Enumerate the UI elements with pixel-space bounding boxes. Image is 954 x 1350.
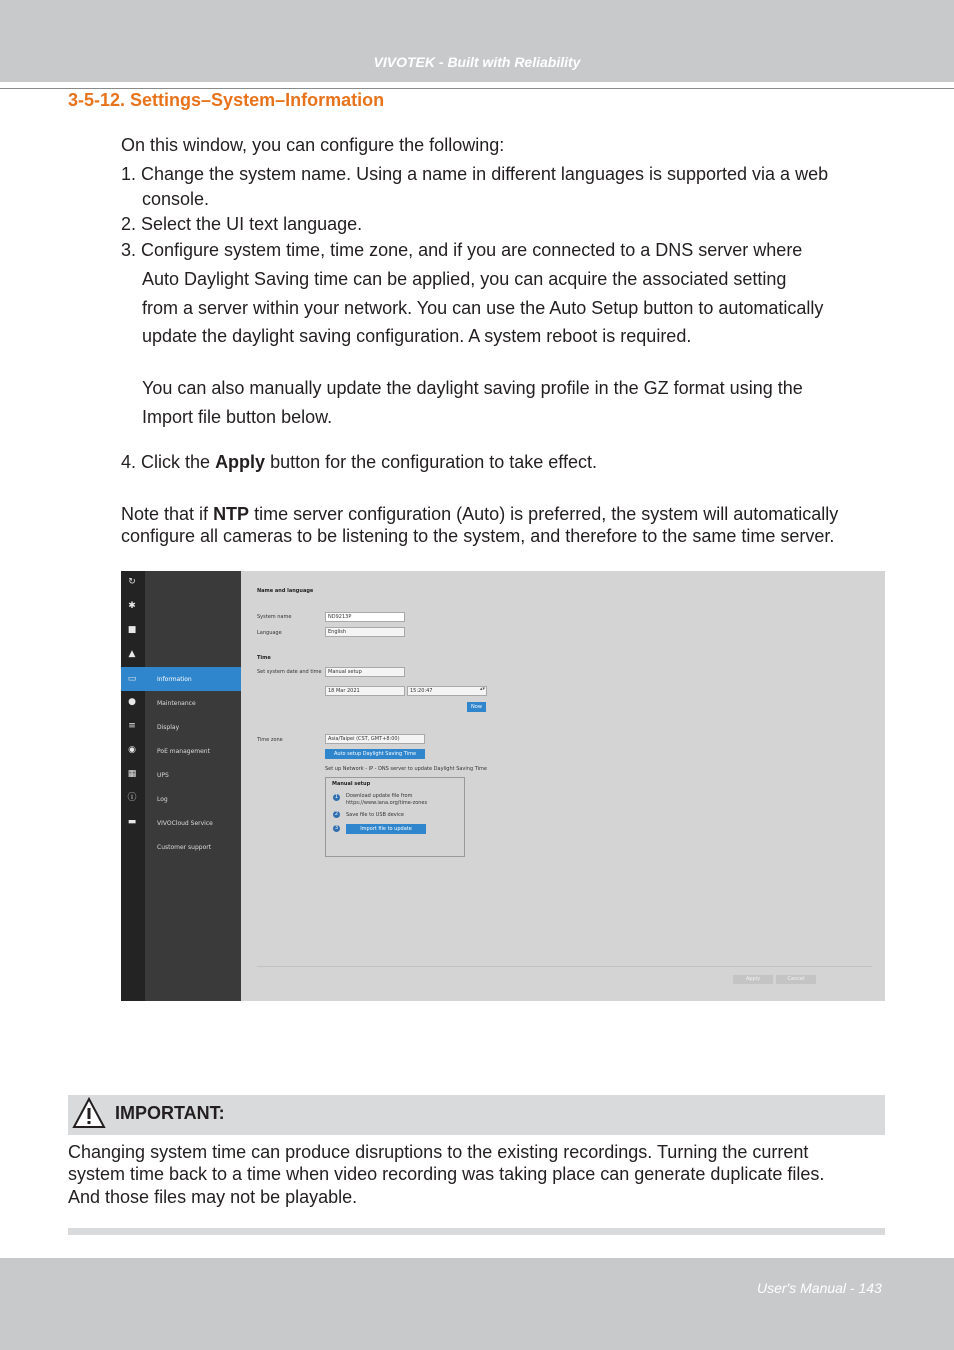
- list-item-2: 2. Select the UI text language.: [121, 214, 363, 234]
- info-icon[interactable]: ⓘ: [127, 793, 137, 803]
- apply-keyword: Apply: [215, 452, 266, 472]
- header-title: VIVOTEK - Built with Reliability: [373, 54, 581, 70]
- nav-item-log[interactable]: Log: [157, 796, 168, 803]
- user-icon[interactable]: ●: [128, 697, 136, 707]
- set-time-select[interactable]: Manual setup: [325, 667, 405, 677]
- playback-icon[interactable]: ↻: [128, 577, 136, 587]
- important-line-2: system time back to a time when video recording was taking place can generate duplicate files.: [68, 1164, 825, 1184]
- timezone-select[interactable]: Asia/Taipei (CST, GMT+8:00): [325, 734, 425, 744]
- nav-item-poe-management[interactable]: PoE management: [157, 748, 210, 755]
- gear-icon[interactable]: ✱: [128, 601, 136, 611]
- warning-icon: [72, 1097, 106, 1129]
- apply-button[interactable]: Apply: [733, 975, 773, 984]
- step-1-line-1: Download update file from: [346, 793, 413, 799]
- nav-item-ups[interactable]: UPS: [157, 772, 169, 779]
- list-item-4: [121, 451, 597, 473]
- header-divider: [0, 88, 954, 89]
- nav-item-information[interactable]: Information: [157, 676, 192, 683]
- important-line-1: Changing system time can produce disruptions to the existing recordings. Turning the current: [68, 1142, 809, 1162]
- ntp-keyword: NTP: [213, 504, 250, 524]
- step-3-badge: 3: [334, 825, 339, 831]
- cancel-button[interactable]: Cancel: [776, 975, 816, 984]
- language-select[interactable]: English: [325, 627, 405, 637]
- monitor-icon[interactable]: ▭: [127, 674, 137, 684]
- name-language-section-title: Name and language: [257, 588, 314, 594]
- date-input[interactable]: 18 Mar 2021: [325, 686, 405, 696]
- note-prefix: Note that if: [121, 504, 209, 524]
- step-2-badge: 2: [334, 811, 339, 817]
- language-label: Language: [257, 630, 282, 636]
- note-line-1-suffix: time server configuration (Auto) is preferred, the system will automatically: [254, 504, 839, 524]
- settings-screenshot: [121, 571, 885, 1001]
- set-time-label: Set system date and time: [257, 669, 322, 675]
- list-item-3-line-2: Auto Daylight Saving time can be applied, you can acquire the associated setting: [142, 269, 787, 289]
- page-number-label: User's Manual - 143: [757, 1280, 882, 1296]
- footer-divider: [257, 966, 872, 967]
- timezone-label: Time zone: [257, 737, 283, 743]
- list-item-3-line-3: from a server within your network. You can use the Auto Setup button to automatically: [142, 298, 824, 318]
- step-1-badge: 1: [334, 794, 339, 800]
- network-globe-icon[interactable]: ◉: [128, 745, 136, 755]
- manual-update-line-2: Import file button below.: [142, 407, 333, 427]
- step-1-line-2: https://www.iana.org/time-zones: [346, 800, 428, 806]
- import-file-button[interactable]: Import file to update: [346, 824, 426, 834]
- nav-item-display[interactable]: Display: [157, 724, 180, 731]
- nav-item-vivocloud-service[interactable]: VIVOCloud Service: [157, 820, 213, 827]
- footer-rule: [68, 1228, 885, 1235]
- manual-setup-title: Manual setup: [332, 781, 371, 787]
- nav-item-maintenance[interactable]: Maintenance: [157, 700, 196, 707]
- system-name-input[interactable]: ND9213P: [325, 612, 405, 622]
- storage-icon[interactable]: ≡: [128, 721, 136, 731]
- manual-update-line-1: You can also manually update the daylight saving profile in the GZ format using the: [142, 378, 803, 398]
- navigation-pane: [145, 571, 241, 1001]
- time-stepper-icon[interactable]: ▴▾: [480, 686, 486, 692]
- system-name-label: System name: [257, 614, 292, 620]
- alarm-icon[interactable]: ▲: [128, 649, 136, 659]
- note-line-2: configure all cameras to be listening to the system, and therefore to the same time server.: [121, 526, 835, 546]
- list-item-4-suffix: button for the configuration to take effect.: [270, 452, 597, 472]
- list-item-4-prefix: 4. Click the: [121, 452, 211, 472]
- list-item-1-line-2: console.: [142, 189, 210, 209]
- icon-sidebar: [121, 571, 145, 1001]
- plugin-icon[interactable]: ▬: [127, 817, 137, 827]
- intro-text: On this window, you can configure the following:: [121, 135, 505, 155]
- important-title: IMPORTANT:: [115, 1103, 225, 1123]
- list-item-3-line-1: 3. Configure system time, time zone, and if you are connected to a DNS server where: [121, 240, 803, 260]
- time-section-title: Time: [257, 655, 271, 661]
- section-heading: 3-5-12. Settings–System–Information: [68, 90, 385, 110]
- step-2-text: Save file to USB device: [346, 812, 404, 818]
- camera-icon[interactable]: ■: [127, 625, 137, 635]
- list-item-1-line-1: 1. Change the system name. Using a name in different languages is supported via a web: [121, 164, 829, 184]
- now-button[interactable]: Now: [467, 702, 486, 712]
- nav-item-customer-support[interactable]: Customer support: [157, 844, 212, 851]
- dst-setup-hint: Set up Network - IP - DNS server to update Daylight Saving Time: [325, 766, 487, 772]
- important-line-3: And those files may not be playable.: [68, 1187, 358, 1207]
- apps-grid-icon[interactable]: ▦: [127, 769, 137, 779]
- note-line-1: [121, 503, 838, 525]
- page-footer-bar: [0, 1258, 954, 1350]
- list-item-3-line-4: update the daylight saving configuration. A system reboot is required.: [142, 326, 692, 346]
- time-input[interactable]: 15:20:47: [407, 686, 487, 696]
- auto-setup-dst-button[interactable]: Auto setup Daylight Saving Time: [325, 749, 425, 759]
